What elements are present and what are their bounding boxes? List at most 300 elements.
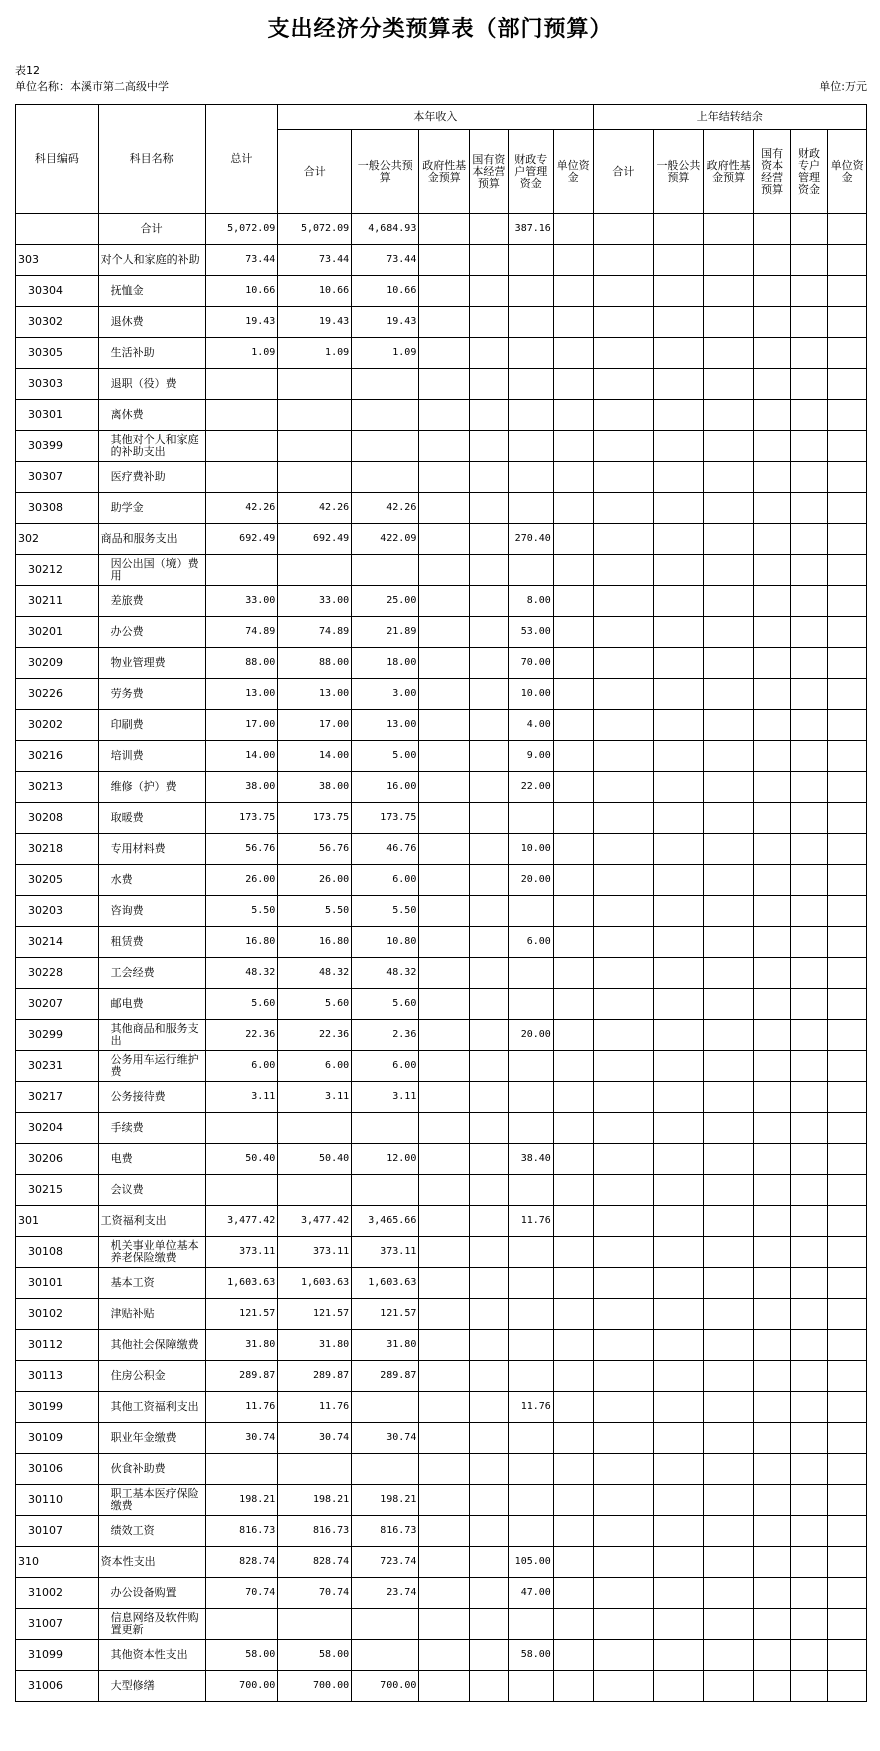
cell-cy-general: 1,603.63 (352, 1268, 419, 1299)
cell-total: 121.57 (205, 1299, 278, 1330)
cell-name: 公务接待费 (98, 1082, 205, 1113)
cell-empty (553, 1113, 593, 1144)
cell-cy-gov-fund (419, 214, 470, 245)
cell-empty (553, 1578, 593, 1609)
table-row (16, 338, 867, 369)
cell-empty (593, 214, 654, 245)
cell-empty (593, 710, 654, 741)
cell-name: 职业年金缴费 (98, 1423, 205, 1454)
cell-cy-sum: 26.00 (278, 865, 352, 896)
cell-empty (654, 896, 704, 927)
cell-empty (654, 400, 704, 431)
cell-empty (790, 1113, 827, 1144)
cell-empty (593, 1330, 654, 1361)
cell-empty (703, 1051, 754, 1082)
cell-total: 22.36 (205, 1020, 278, 1051)
cell-empty (593, 958, 654, 989)
cell-total: 1,603.63 (205, 1268, 278, 1299)
cell-name: 大型修缮 (98, 1671, 205, 1702)
cell-cy-general: 30.74 (352, 1423, 419, 1454)
cell-empty (703, 431, 754, 462)
cell-empty (593, 338, 654, 369)
cell-code: 30201 (16, 617, 99, 648)
cell-cy-fiscal (508, 1454, 553, 1485)
cell-cy-state (470, 1392, 509, 1423)
cell-empty (553, 1361, 593, 1392)
cell-cy-gov-fund (419, 1082, 470, 1113)
cell-name: 信息网络及软件购置更新 (98, 1609, 205, 1640)
cell-cy-general: 2.36 (352, 1020, 419, 1051)
cell-cy-gov-fund (419, 1516, 470, 1547)
cell-code: 30304 (16, 276, 99, 307)
cell-cy-fiscal (508, 1485, 553, 1516)
cell-cy-state (470, 679, 509, 710)
cell-cy-state (470, 1113, 509, 1144)
cell-code: 31006 (16, 1671, 99, 1702)
cell-empty (703, 772, 754, 803)
cell-empty (593, 369, 654, 400)
cell-total: 26.00 (205, 865, 278, 896)
cell-empty (790, 245, 827, 276)
cell-cy-general: 3.11 (352, 1082, 419, 1113)
cell-empty (593, 1361, 654, 1392)
cell-empty (703, 679, 754, 710)
cell-name: 退职（役）费 (98, 369, 205, 400)
cell-empty (553, 276, 593, 307)
cell-cy-gov-fund (419, 865, 470, 896)
cell-total: 88.00 (205, 648, 278, 679)
cell-empty (754, 1113, 790, 1144)
cell-cy-fiscal: 8.00 (508, 586, 553, 617)
cell-cy-fiscal: 20.00 (508, 865, 553, 896)
cell-cy-gov-fund (419, 927, 470, 958)
cell-empty (828, 214, 867, 245)
cell-empty (654, 865, 704, 896)
cell-empty (593, 1206, 654, 1237)
cell-empty (703, 617, 754, 648)
cell-empty (828, 493, 867, 524)
cell-total: 5.50 (205, 896, 278, 927)
cell-empty (790, 1330, 827, 1361)
cell-empty (754, 834, 790, 865)
cell-empty (654, 1144, 704, 1175)
table-row (16, 710, 867, 741)
cell-empty (553, 710, 593, 741)
table-row (16, 1609, 867, 1640)
cell-empty (654, 1268, 704, 1299)
cell-total: 42.26 (205, 493, 278, 524)
cell-empty (593, 307, 654, 338)
cell-empty (654, 772, 704, 803)
unit-label: 单位:万元 (819, 80, 867, 93)
cell-empty (593, 617, 654, 648)
cell-empty (754, 1330, 790, 1361)
cell-cy-general: 700.00 (352, 1671, 419, 1702)
cell-empty (790, 1020, 827, 1051)
cell-empty (654, 1578, 704, 1609)
cell-code: 30214 (16, 927, 99, 958)
cell-cy-general (352, 369, 419, 400)
cell-cy-sum: 16.80 (278, 927, 352, 958)
cell-empty (703, 1361, 754, 1392)
cell-empty (703, 1609, 754, 1640)
cell-cy-fiscal (508, 1671, 553, 1702)
cell-empty (754, 1175, 790, 1206)
table-row (16, 865, 867, 896)
cell-empty (754, 555, 790, 586)
cell-cy-fiscal (508, 1051, 553, 1082)
cell-cy-sum (278, 1175, 352, 1206)
cell-total: 19.43 (205, 307, 278, 338)
cell-empty (828, 741, 867, 772)
cell-empty (790, 369, 827, 400)
cell-empty (593, 400, 654, 431)
cell-empty (654, 462, 704, 493)
table-row (16, 1051, 867, 1082)
cell-cy-general: 10.66 (352, 276, 419, 307)
cell-empty (654, 1392, 704, 1423)
cell-cy-sum: 173.75 (278, 803, 352, 834)
cell-total: 70.74 (205, 1578, 278, 1609)
cell-name: 其他社会保障缴费 (98, 1330, 205, 1361)
cell-empty (754, 524, 790, 555)
cell-empty (703, 214, 754, 245)
cell-empty (828, 927, 867, 958)
cell-empty (703, 1237, 754, 1268)
cell-cy-general: 1.09 (352, 338, 419, 369)
cell-empty (754, 1516, 790, 1547)
cell-cy-state (470, 803, 509, 834)
cell-code: 31007 (16, 1609, 99, 1640)
cell-cy-fiscal: 270.40 (508, 524, 553, 555)
cell-cy-state (470, 1330, 509, 1361)
cell-cy-state (470, 1547, 509, 1578)
cell-name: 会议费 (98, 1175, 205, 1206)
cell-cy-fiscal: 105.00 (508, 1547, 553, 1578)
cell-empty (553, 1671, 593, 1702)
cell-empty (593, 1144, 654, 1175)
cell-empty (790, 1206, 827, 1237)
cell-cy-state (470, 1671, 509, 1702)
cell-cy-general: 48.32 (352, 958, 419, 989)
cell-empty (754, 1082, 790, 1113)
cell-cy-fiscal: 22.00 (508, 772, 553, 803)
cell-empty (828, 338, 867, 369)
cell-empty (593, 1082, 654, 1113)
cell-empty (828, 1175, 867, 1206)
cell-cy-fiscal: 20.00 (508, 1020, 553, 1051)
cell-empty (593, 1485, 654, 1516)
cell-empty (754, 617, 790, 648)
cell-total: 373.11 (205, 1237, 278, 1268)
cell-empty (654, 989, 704, 1020)
cell-cy-fiscal: 47.00 (508, 1578, 553, 1609)
cell-empty (593, 648, 654, 679)
cell-empty (754, 1237, 790, 1268)
cell-code: 30228 (16, 958, 99, 989)
cell-cy-state (470, 400, 509, 431)
cell-empty (790, 1268, 827, 1299)
cell-cy-gov-fund (419, 896, 470, 927)
cell-name: 手续费 (98, 1113, 205, 1144)
cell-cy-general: 73.44 (352, 245, 419, 276)
cell-empty (828, 1299, 867, 1330)
cell-cy-state (470, 1051, 509, 1082)
cell-empty (754, 400, 790, 431)
cell-cy-state (470, 772, 509, 803)
cell-total: 30.74 (205, 1423, 278, 1454)
cell-name: 工资福利支出 (98, 1206, 205, 1237)
cell-empty (790, 741, 827, 772)
cell-empty (754, 1144, 790, 1175)
header-name: 科目名称 (98, 105, 205, 214)
cell-empty (790, 679, 827, 710)
cell-cy-gov-fund (419, 431, 470, 462)
cell-empty (828, 679, 867, 710)
cell-total: 11.76 (205, 1392, 278, 1423)
cell-cy-gov-fund (419, 1299, 470, 1330)
cell-code: 30218 (16, 834, 99, 865)
cell-total: 38.00 (205, 772, 278, 803)
cell-cy-fiscal (508, 1516, 553, 1547)
cell-cy-state (470, 493, 509, 524)
table-row (16, 989, 867, 1020)
cell-empty (654, 1330, 704, 1361)
cell-empty (790, 896, 827, 927)
cell-name: 合计 (98, 214, 205, 245)
cell-total: 10.66 (205, 276, 278, 307)
cell-cy-state (470, 1020, 509, 1051)
cell-empty (790, 1547, 827, 1578)
cell-cy-state (470, 1640, 509, 1671)
cell-empty (754, 1361, 790, 1392)
cell-empty (828, 958, 867, 989)
cell-empty (703, 369, 754, 400)
cell-cy-general: 12.00 (352, 1144, 419, 1175)
cell-cy-state (470, 276, 509, 307)
cell-empty (828, 1268, 867, 1299)
cell-empty (703, 1330, 754, 1361)
cell-name: 办公费 (98, 617, 205, 648)
cell-empty (593, 896, 654, 927)
table-row (16, 307, 867, 338)
cell-empty (593, 586, 654, 617)
cell-cy-gov-fund (419, 1671, 470, 1702)
cell-empty (553, 1051, 593, 1082)
cell-empty (754, 1268, 790, 1299)
cell-cy-gov-fund (419, 958, 470, 989)
cell-total: 17.00 (205, 710, 278, 741)
cell-total (205, 1113, 278, 1144)
cell-cy-general: 121.57 (352, 1299, 419, 1330)
cell-cy-sum: 30.74 (278, 1423, 352, 1454)
cell-cy-general: 816.73 (352, 1516, 419, 1547)
cell-empty (654, 1020, 704, 1051)
cell-empty (790, 276, 827, 307)
cell-empty (593, 431, 654, 462)
cell-empty (754, 772, 790, 803)
cell-cy-general: 6.00 (352, 1051, 419, 1082)
cell-cy-state (470, 1299, 509, 1330)
cell-empty (593, 1671, 654, 1702)
cell-cy-fiscal (508, 1175, 553, 1206)
cell-empty (553, 1485, 593, 1516)
cell-empty (654, 214, 704, 245)
table-row (16, 1082, 867, 1113)
cell-empty (593, 1051, 654, 1082)
header-ly-general: 一般公共预算 (654, 130, 704, 214)
cell-cy-general: 46.76 (352, 834, 419, 865)
cell-empty (593, 555, 654, 586)
cell-name: 伙食补助费 (98, 1454, 205, 1485)
cell-empty (754, 1051, 790, 1082)
cell-empty (593, 679, 654, 710)
cell-empty (754, 462, 790, 493)
cell-empty (790, 586, 827, 617)
cell-empty (553, 1020, 593, 1051)
cell-total: 33.00 (205, 586, 278, 617)
cell-cy-general: 373.11 (352, 1237, 419, 1268)
cell-cy-fiscal (508, 1299, 553, 1330)
table-row (16, 1330, 867, 1361)
cell-cy-general: 6.00 (352, 865, 419, 896)
cell-code: 30106 (16, 1454, 99, 1485)
cell-cy-sum: 700.00 (278, 1671, 352, 1702)
table-row (16, 1547, 867, 1578)
cell-empty (553, 1454, 593, 1485)
cell-cy-gov-fund (419, 772, 470, 803)
cell-name: 离休费 (98, 400, 205, 431)
table-row (16, 617, 867, 648)
cell-cy-fiscal (508, 1268, 553, 1299)
cell-empty (654, 1206, 704, 1237)
cell-empty (553, 1547, 593, 1578)
cell-cy-fiscal: 58.00 (508, 1640, 553, 1671)
cell-empty (654, 524, 704, 555)
cell-cy-sum (278, 462, 352, 493)
cell-cy-sum: 373.11 (278, 1237, 352, 1268)
table-row (16, 1020, 867, 1051)
cell-cy-fiscal (508, 1113, 553, 1144)
cell-empty (790, 1361, 827, 1392)
cell-empty (754, 214, 790, 245)
cell-name: 印刷费 (98, 710, 205, 741)
cell-total (205, 1175, 278, 1206)
cell-total: 5.60 (205, 989, 278, 1020)
cell-cy-state (470, 369, 509, 400)
cell-empty (828, 896, 867, 927)
cell-empty (790, 648, 827, 679)
cell-cy-sum: 5.50 (278, 896, 352, 927)
cell-empty (553, 1082, 593, 1113)
cell-empty (593, 276, 654, 307)
cell-empty (553, 896, 593, 927)
cell-cy-fiscal (508, 1237, 553, 1268)
cell-empty (754, 648, 790, 679)
cell-cy-state (470, 1454, 509, 1485)
cell-empty (593, 245, 654, 276)
cell-empty (593, 1423, 654, 1454)
cell-cy-sum (278, 555, 352, 586)
cell-code: 30110 (16, 1485, 99, 1516)
cell-cy-sum: 70.74 (278, 1578, 352, 1609)
cell-empty (754, 1454, 790, 1485)
cell-code: 30102 (16, 1299, 99, 1330)
cell-empty (703, 1423, 754, 1454)
cell-code: 31099 (16, 1640, 99, 1671)
cell-empty (703, 927, 754, 958)
cell-empty (790, 1578, 827, 1609)
cell-empty (790, 1671, 827, 1702)
cell-name: 专用材料费 (98, 834, 205, 865)
cell-empty (754, 896, 790, 927)
cell-cy-gov-fund (419, 1330, 470, 1361)
cell-empty (790, 431, 827, 462)
cell-total: 3,477.42 (205, 1206, 278, 1237)
cell-code: 30202 (16, 710, 99, 741)
cell-empty (754, 586, 790, 617)
header-ly-fiscal-special: 财政专户管理资金 (790, 130, 827, 214)
cell-name: 绩效工资 (98, 1516, 205, 1547)
table-row (16, 927, 867, 958)
cell-code: 30305 (16, 338, 99, 369)
cell-cy-sum: 11.76 (278, 1392, 352, 1423)
cell-total: 48.32 (205, 958, 278, 989)
cell-empty (703, 1206, 754, 1237)
cell-cy-state (470, 307, 509, 338)
cell-cy-state (470, 1423, 509, 1454)
cell-cy-fiscal: 53.00 (508, 617, 553, 648)
cell-empty (828, 1330, 867, 1361)
cell-total: 5,072.09 (205, 214, 278, 245)
cell-empty (790, 524, 827, 555)
budget-table (15, 104, 867, 1702)
cell-cy-fiscal (508, 276, 553, 307)
cell-code: 30101 (16, 1268, 99, 1299)
table-row (16, 431, 867, 462)
cell-cy-gov-fund (419, 679, 470, 710)
cell-total: 73.44 (205, 245, 278, 276)
cell-name: 住房公积金 (98, 1361, 205, 1392)
cell-total: 816.73 (205, 1516, 278, 1547)
cell-cy-fiscal (508, 555, 553, 586)
cell-empty (754, 276, 790, 307)
table-row (16, 493, 867, 524)
cell-name: 抚恤金 (98, 276, 205, 307)
cell-empty (553, 307, 593, 338)
cell-total: 289.87 (205, 1361, 278, 1392)
cell-empty (553, 555, 593, 586)
cell-empty (828, 648, 867, 679)
cell-empty (754, 1640, 790, 1671)
cell-empty (553, 679, 593, 710)
cell-empty (790, 338, 827, 369)
cell-cy-fiscal: 6.00 (508, 927, 553, 958)
cell-empty (593, 1392, 654, 1423)
cell-total: 13.00 (205, 679, 278, 710)
cell-total: 700.00 (205, 1671, 278, 1702)
cell-empty (593, 1454, 654, 1485)
cell-name: 其他对个人和家庭的补助支出 (98, 431, 205, 462)
cell-empty (593, 865, 654, 896)
cell-code: 31002 (16, 1578, 99, 1609)
cell-empty (654, 679, 704, 710)
cell-empty (754, 1547, 790, 1578)
cell-total: 74.89 (205, 617, 278, 648)
cell-empty (703, 493, 754, 524)
cell-cy-sum: 5,072.09 (278, 214, 352, 245)
cell-code: 30303 (16, 369, 99, 400)
